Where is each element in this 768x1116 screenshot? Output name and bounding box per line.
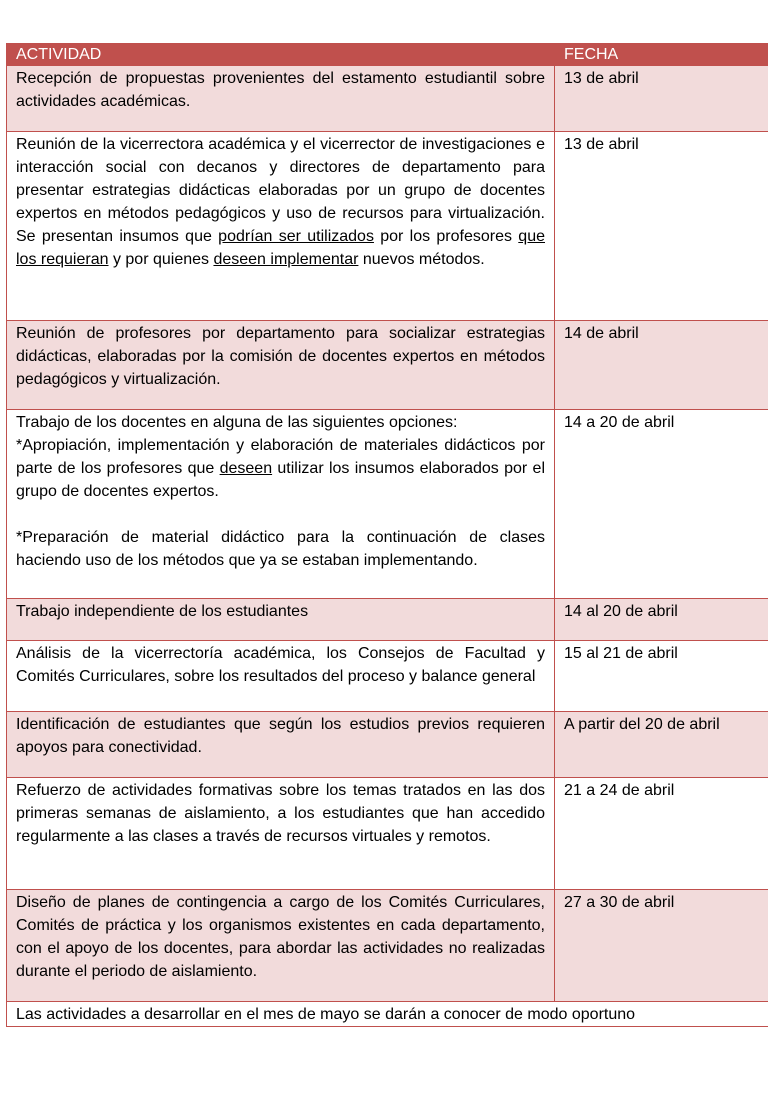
date-cell: 13 de abril (555, 66, 768, 132)
header-activity: ACTIVIDAD (7, 44, 555, 66)
document-page (6, 43, 768, 1027)
underlined-text: podrían ser utilizados (218, 228, 374, 245)
underlined-text: deseen (219, 460, 273, 477)
activity-option-1: *Apropiación, implementación y elaboración de materiales didácticos por parte de los profesores que deseen utilizar los insumos elaborados por el grupo de docentes expertos. (16, 437, 546, 500)
date-cell: 15 al 21 de abril (555, 641, 768, 712)
activity-cell: Reunión de la vicerrectora académica y el vicerrector de investigaciones e interacción social con decanos y directores de departamento para presentar estrategias didácticas elaboradas por un grupo de docentes expertos en métodos pedagógicos y uso de recursos para virtualización. Se presentan insumos que podrían ser utilizados por los profesores que los requieran y por quienes deseen implementar nuevos métodos. (7, 132, 555, 321)
table-row (7, 890, 768, 1002)
table-header-row (7, 44, 768, 66)
activity-cell (7, 410, 555, 599)
date-cell: 14 de abril (555, 321, 768, 410)
date-cell: 21 a 24 de abril (555, 778, 768, 890)
date-cell: 14 a 20 de abril (555, 410, 768, 599)
date-cell: A partir del 20 de abril (555, 712, 768, 778)
activity-cell: Diseño de planes de contingencia a cargo de los Comités Curriculares, Comités de práctica y los organismos existentes en cada departamento, con el apoyo de los docentes, para abordar las actividades no realizadas durante el periodo de aislamiento. (7, 890, 555, 1002)
table-row (7, 778, 768, 890)
activities-table (6, 43, 768, 1027)
activity-cell: Refuerzo de actividades formativas sobre los temas tratados en las dos primeras semanas de aislamiento, a los estudiantes que han accedido regularmente a las clases a través de recursos virtuales y remotos. (7, 778, 555, 890)
table-row (7, 641, 768, 712)
header-date: FECHA (555, 44, 768, 66)
footer-note: Las actividades a desarrollar en el mes de mayo se darán a conocer de modo oportuno (7, 1002, 768, 1027)
table-row (7, 66, 768, 132)
footer-row (7, 1002, 768, 1027)
date-cell: 14 al 20 de abril (555, 599, 768, 641)
table-row (7, 712, 768, 778)
activity-cell: Reunión de profesores por departamento para socializar estrategias didácticas, elaboradas por la comisión de docentes expertos en métodos pedagógicos y virtualización. (7, 321, 555, 410)
date-cell: 27 a 30 de abril (555, 890, 768, 1002)
activity-cell: Recepción de propuestas provenientes del estamento estudiantil sobre actividades académicas. (7, 66, 555, 132)
activity-cell: Análisis de la vicerrectoría académica, los Consejos de Facultad y Comités Curriculares, sobre los resultados del proceso y balance general (7, 641, 555, 712)
activity-intro: Trabajo de los docentes en alguna de las siguientes opciones: (16, 414, 458, 431)
activity-cell: Trabajo independiente de los estudiantes (7, 599, 555, 641)
table-row (7, 599, 768, 641)
date-cell: 13 de abril (555, 132, 768, 321)
table-row (7, 410, 768, 599)
table-row (7, 321, 768, 410)
table-row (7, 132, 768, 321)
underlined-text: deseen implementar (213, 251, 359, 268)
activity-option-2: *Preparación de material didáctico para la continuación de clases haciendo uso de los métodos que ya se estaban implementando. (16, 529, 545, 569)
activity-cell: Identificación de estudiantes que según los estudios previos requieren apoyos para conectividad. (7, 712, 555, 778)
underlined-text: que los requieran (16, 228, 545, 268)
